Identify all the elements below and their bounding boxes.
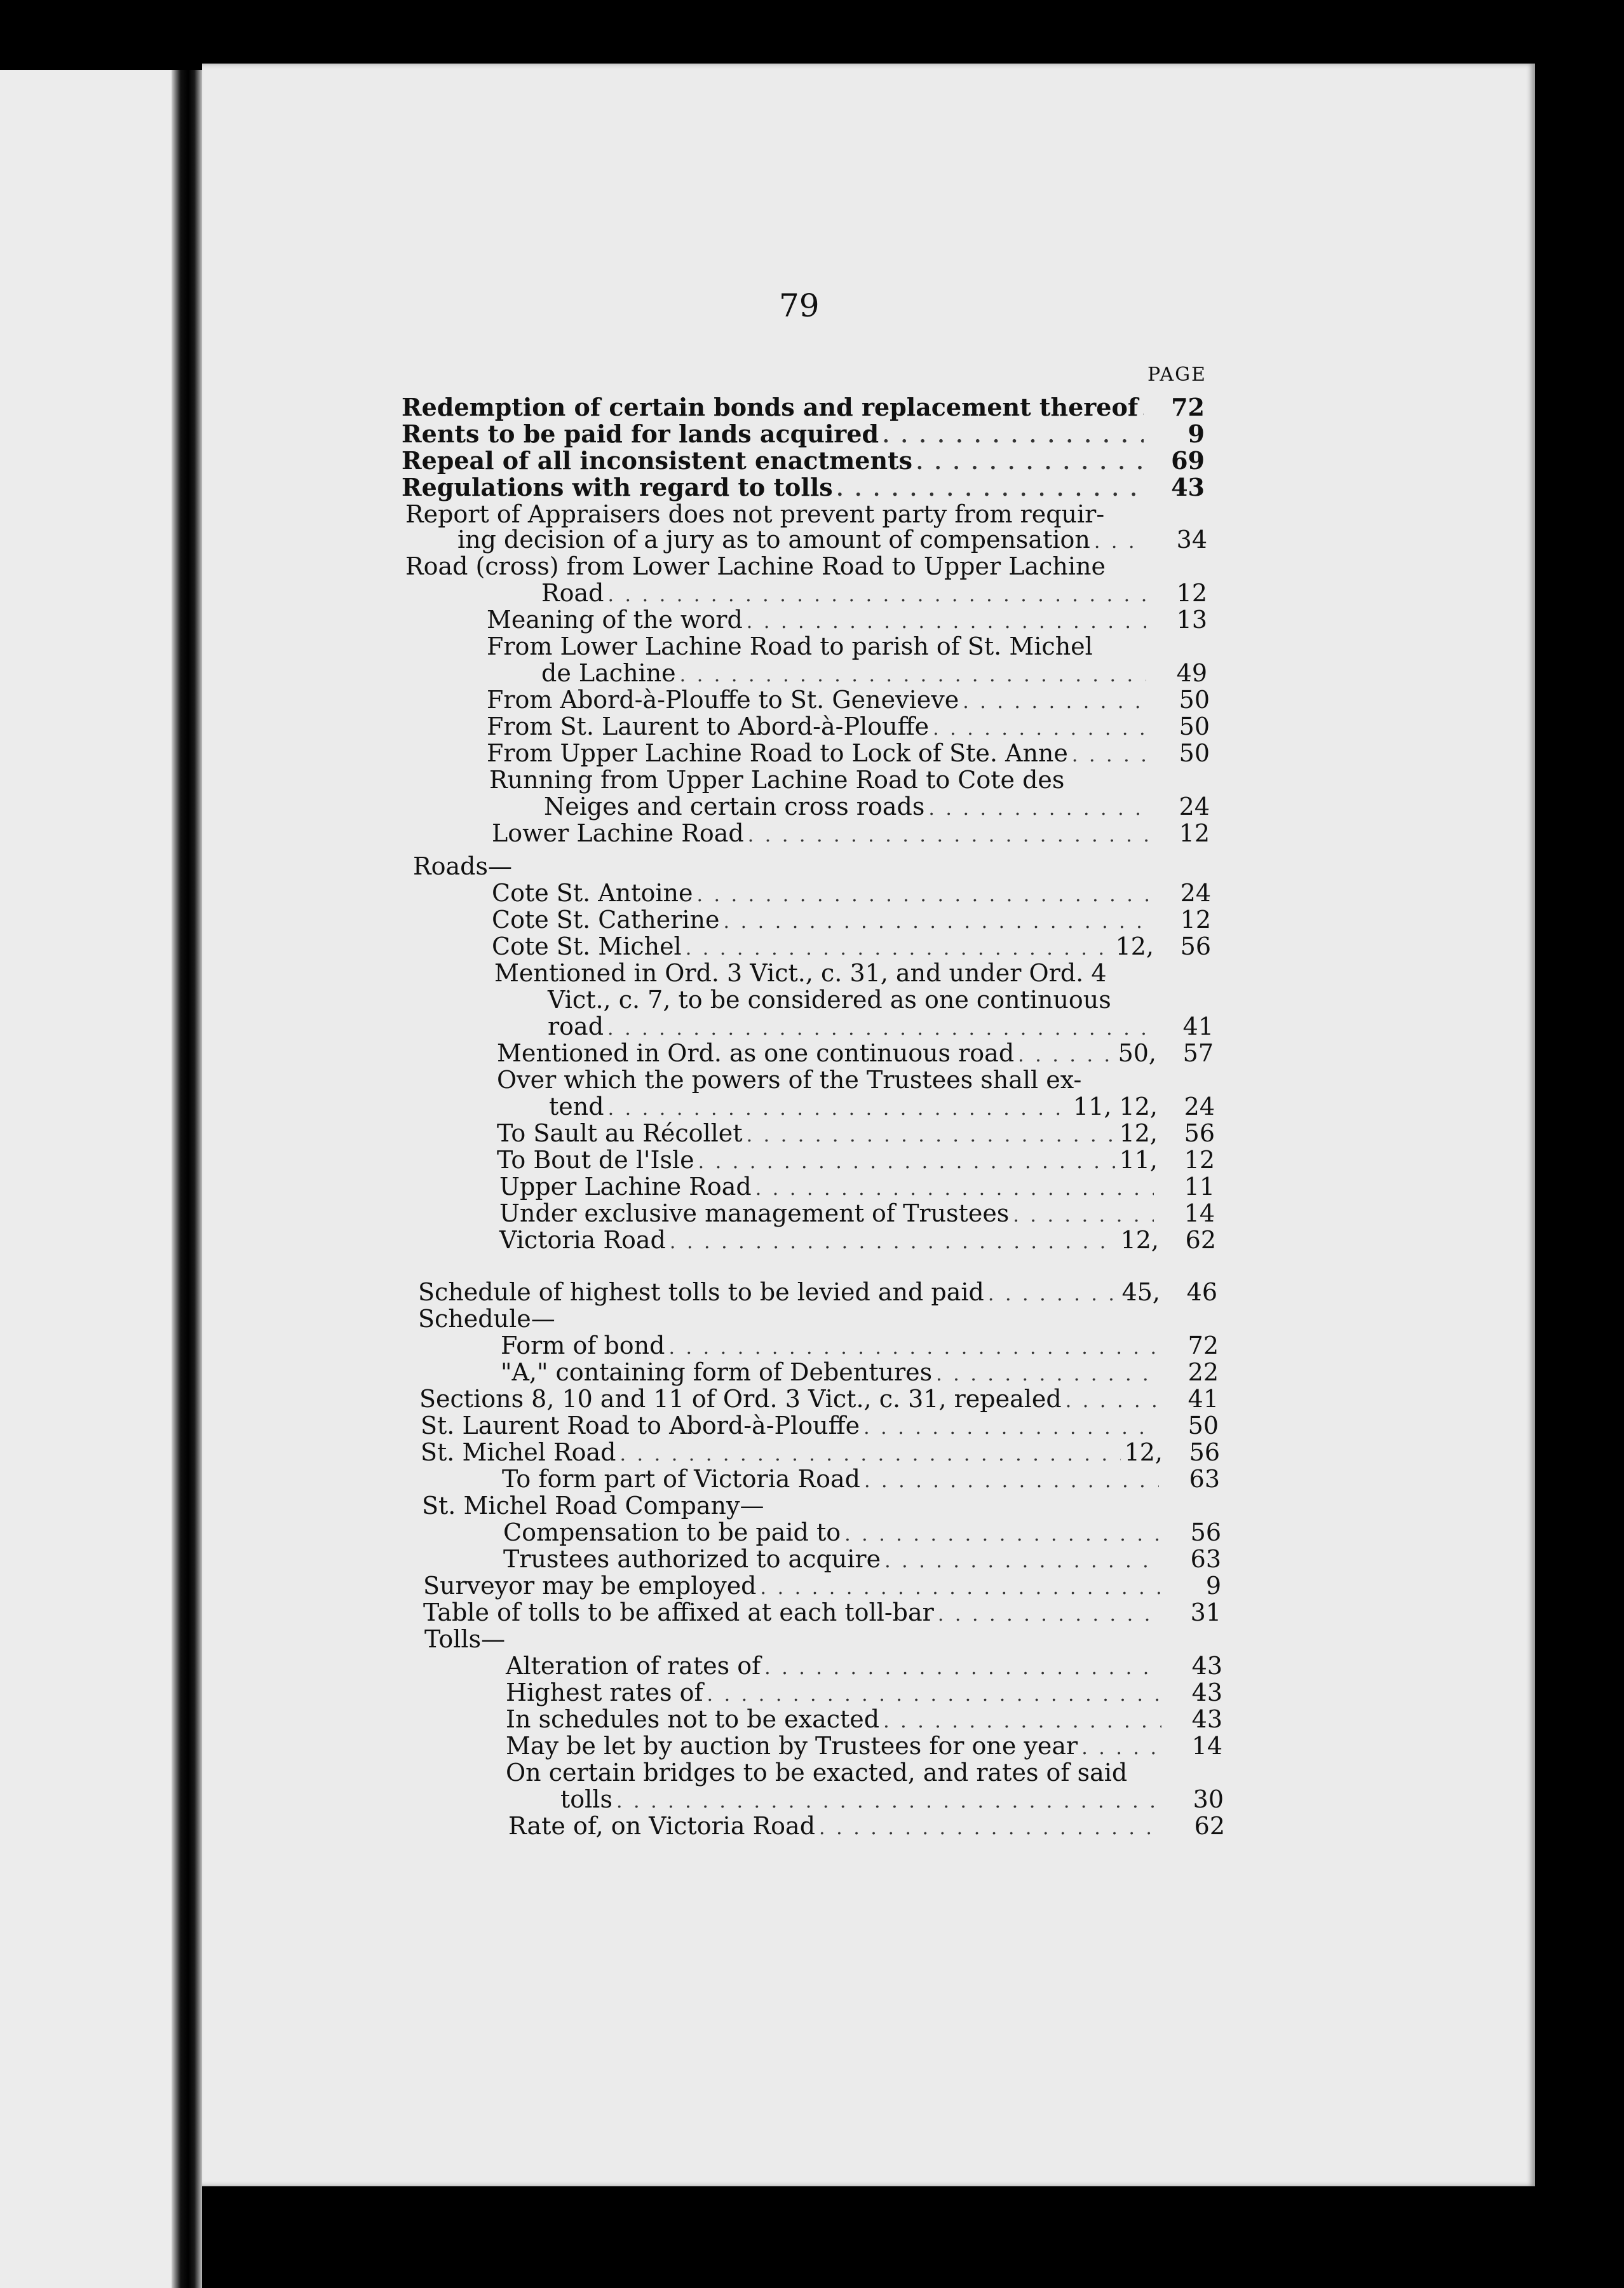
index-entry — [492, 933, 1211, 962]
entry-page-number: 56 — [1184, 1119, 1215, 1147]
entry-page-number: 34 — [1176, 526, 1207, 554]
entry-extra-page-ref: 12, — [1120, 1226, 1159, 1254]
dot-leader — [607, 1016, 1153, 1042]
entry-page-number: 12 — [1179, 819, 1210, 847]
entry-label: "A," containing form of Debentures — [501, 1358, 933, 1386]
entry-page-number: 62 — [1194, 1812, 1225, 1840]
dot-leader — [707, 1682, 1161, 1708]
dot-leader — [1013, 1202, 1154, 1229]
dot-leader — [747, 609, 1146, 636]
index-entry — [497, 1147, 1215, 1176]
dot-leader — [696, 882, 1150, 909]
dot-leader — [616, 1788, 1163, 1815]
entry-label: Road (cross) from Lower Lachine Road to Upper Lachine — [405, 552, 1106, 580]
entry-label: From St. Laurent to Abord-à-Plouffe — [487, 712, 930, 740]
index-entry — [499, 1200, 1215, 1229]
dot-leader — [844, 1522, 1160, 1548]
entry-label: Redemption of certain bonds and replacement thereof — [402, 393, 1139, 421]
index-entry — [541, 580, 1207, 609]
index-entry — [499, 1227, 1216, 1256]
entry-page-number: 12 — [1184, 1146, 1215, 1174]
entry-extra-page-ref: 11, — [1119, 1146, 1158, 1174]
entry-label: Trustees authorized to acquire — [503, 1545, 881, 1573]
entry-page-number: 72 — [1188, 1331, 1219, 1359]
entry-page-number: 41 — [1182, 1012, 1214, 1040]
dot-leader — [1018, 1042, 1114, 1069]
entry-label: Meaning of the word — [487, 606, 743, 634]
entry-extra-page-ref: 45, — [1121, 1278, 1160, 1306]
dot-leader — [928, 796, 1149, 822]
entry-label: Report of Appraisers does not prevent party from requir- — [405, 500, 1105, 528]
entry-page-number: 24 — [1180, 879, 1211, 907]
index-entry — [413, 853, 1210, 880]
index-entry — [503, 1519, 1221, 1548]
entry-label: Cote St. Catherine — [492, 906, 720, 934]
entry-label: In schedules not to be exacted — [506, 1705, 880, 1733]
entry-page-number: 41 — [1188, 1385, 1219, 1413]
index-entry — [457, 526, 1207, 555]
entry-label: Alteration of rates of — [506, 1652, 761, 1680]
index-entry — [502, 1466, 1220, 1495]
entry-page-number: 43 — [1171, 473, 1205, 501]
entry-label: Form of bond — [501, 1331, 665, 1359]
entry-page-number: 69 — [1171, 446, 1205, 475]
index-entry — [548, 1013, 1214, 1042]
dot-leader — [988, 1281, 1118, 1308]
entry-page-number: 50 — [1179, 739, 1210, 767]
dot-leader — [1142, 397, 1144, 423]
entry-page-number: 72 — [1171, 393, 1205, 421]
entry-label: Victoria Road — [499, 1226, 666, 1254]
entry-page-number: 56 — [1180, 932, 1211, 960]
index-entry — [424, 1626, 1221, 1652]
dot-leader — [1094, 529, 1146, 555]
entry-label: Neiges and certain cross roads — [544, 793, 925, 821]
entry-page-number: 50 — [1179, 686, 1210, 714]
index-entry — [544, 793, 1210, 822]
index-entry — [492, 906, 1211, 936]
entry-label: Sections 8, 10 and 11 of Ord. 3 Vict., c. 31, repealed — [419, 1385, 1062, 1413]
entry-label: Lower Lachine Road — [492, 819, 744, 847]
entry-label: St. Michel Road Company— — [422, 1492, 764, 1520]
entry-label: May be let by auction by Trustees for one year — [506, 1732, 1078, 1760]
entry-label: Table of tolls to be affixed at each toll-bar — [423, 1598, 934, 1626]
entry-label: de Lachine — [541, 659, 676, 687]
index-entry — [418, 1305, 1217, 1332]
dot-leader — [1072, 742, 1149, 769]
entry-label: Surveyor may be employed — [423, 1572, 757, 1600]
index-entry — [549, 1093, 1215, 1122]
entry-label: road — [548, 1012, 604, 1040]
entry-label: tolls — [560, 1785, 612, 1813]
entry-label: Rents to be paid for lands acquired — [402, 419, 879, 448]
entry-page-number: 56 — [1189, 1438, 1220, 1466]
dot-leader — [916, 450, 1144, 477]
entry-page-number: 24 — [1179, 793, 1210, 821]
entry-label: Under exclusive management of Trustees — [499, 1199, 1010, 1227]
entry-page-number: 30 — [1193, 1785, 1224, 1813]
index-entry — [423, 1572, 1221, 1602]
entry-label: ing decision of a jury as to amount of compensation — [457, 526, 1090, 554]
entry-label: To Bout de l'Isle — [497, 1146, 694, 1174]
index-entry — [492, 820, 1210, 849]
index-entry — [402, 474, 1205, 503]
entry-label: tend — [549, 1093, 604, 1120]
dot-leader — [883, 1708, 1161, 1735]
index-entry — [405, 501, 1207, 528]
dot-leader — [761, 1575, 1160, 1602]
index-entry — [541, 660, 1207, 689]
entry-label: Repeal of all inconsistent enactments — [402, 446, 913, 475]
dot-leader — [607, 582, 1146, 609]
index-entry — [497, 1040, 1214, 1069]
dot-leader — [837, 477, 1144, 503]
index-entry — [489, 766, 1210, 793]
entry-page-number: 14 — [1191, 1732, 1222, 1760]
entry-label: Tolls— — [424, 1625, 506, 1653]
index-entry — [508, 1813, 1225, 1842]
index-entry — [506, 1679, 1222, 1708]
page-column-header: PAGE — [1147, 364, 1207, 386]
entry-label: Cote St. Michel — [492, 932, 682, 960]
entry-page-number: 50 — [1188, 1412, 1219, 1440]
index-entry — [492, 880, 1211, 909]
index-entry — [423, 1599, 1221, 1628]
dot-leader — [764, 1655, 1161, 1682]
index-entry — [499, 1173, 1215, 1202]
entry-label: St. Laurent Road to Abord-à-Plouffe — [421, 1412, 860, 1440]
entry-label: Regulations with regard to tolls — [402, 473, 833, 501]
entry-extra-page-ref: 12, — [1124, 1438, 1163, 1466]
entry-page-number: 11 — [1184, 1173, 1215, 1201]
entry-page-number: 24 — [1184, 1093, 1215, 1120]
index-entry — [497, 1066, 1215, 1093]
dot-leader — [698, 1149, 1116, 1176]
entry-label: St. Michel Road — [421, 1438, 616, 1466]
index-entry — [560, 1786, 1224, 1815]
entry-page-number: 43 — [1191, 1705, 1222, 1733]
entry-label: From Abord-à-Plouffe to St. Genevieve — [487, 686, 959, 714]
entry-label: Road — [541, 579, 604, 607]
entry-label: From Lower Lachine Road to parish of St. Michel — [487, 632, 1093, 660]
entry-page-number: 43 — [1191, 1679, 1222, 1706]
entry-label: On certain bridges to be exacted, and rates of said — [506, 1759, 1128, 1787]
entry-page-number: 12 — [1176, 579, 1207, 607]
dot-leader — [680, 662, 1146, 689]
entry-page-number: 56 — [1190, 1518, 1221, 1546]
entry-label: Mentioned in Ord. as one continuous road — [497, 1039, 1015, 1067]
entry-page-number: 62 — [1185, 1226, 1216, 1254]
entry-page-number: 63 — [1189, 1465, 1220, 1493]
entry-page-number: 43 — [1191, 1652, 1222, 1680]
index-entry — [506, 1759, 1224, 1786]
dot-leader — [938, 1602, 1160, 1628]
entry-label: Roads— — [413, 852, 512, 880]
index-entry — [487, 633, 1207, 660]
entry-label: Schedule— — [418, 1305, 555, 1333]
entry-page-number: 31 — [1190, 1598, 1221, 1626]
dot-leader — [747, 1122, 1116, 1149]
dot-leader — [933, 716, 1149, 742]
entry-extra-page-ref: 12, — [1115, 932, 1154, 960]
dot-leader — [724, 909, 1151, 936]
index-entry — [503, 1546, 1221, 1575]
index-entry — [506, 1733, 1222, 1762]
dot-leader — [1081, 1735, 1161, 1762]
dot-leader — [755, 1176, 1154, 1202]
dot-leader — [748, 822, 1149, 849]
entry-extra-page-ref: 50, — [1118, 1039, 1156, 1067]
dot-leader — [883, 423, 1144, 450]
index-entry — [506, 1652, 1222, 1682]
index-entry — [487, 686, 1210, 716]
entry-label: To form part of Victoria Road — [502, 1465, 860, 1493]
index-entry — [405, 553, 1207, 580]
index-entry — [421, 1412, 1219, 1441]
index-entry — [506, 1706, 1222, 1735]
entry-label: Rate of, on Victoria Road — [508, 1812, 816, 1840]
entry-page-number: 9 — [1205, 1572, 1221, 1600]
index-entry — [422, 1492, 1220, 1519]
index-entry — [501, 1359, 1219, 1388]
index-entry — [487, 713, 1210, 742]
entry-page-number: 46 — [1186, 1278, 1217, 1306]
entry-label: Cote St. Antoine — [492, 879, 693, 907]
index-entry — [418, 1279, 1217, 1308]
entry-extra-page-ref: 12, — [1119, 1119, 1158, 1147]
entry-label: Running from Upper Lachine Road to Cote des — [489, 766, 1065, 794]
entry-label: From Upper Lachine Road to Lock of Ste. Anne — [487, 739, 1068, 767]
entry-label: Compensation to be paid to — [503, 1518, 841, 1546]
entry-label: Over which the powers of the Trustees shall ex- — [497, 1066, 1082, 1094]
dot-leader — [936, 1361, 1158, 1388]
entry-page-number: 57 — [1182, 1039, 1214, 1067]
entry-label: Schedule of highest tolls to be levied and paid — [418, 1278, 984, 1306]
dot-leader — [668, 1335, 1158, 1361]
dot-leader — [819, 1815, 1164, 1842]
entry-page-number: 13 — [1176, 606, 1207, 634]
index-entry — [497, 1120, 1215, 1149]
entry-label: Mentioned in Ord. 3 Vict., c. 31, and under Ord. 4 — [494, 959, 1107, 987]
index-entry — [421, 1439, 1220, 1468]
dot-leader — [863, 1415, 1158, 1441]
dot-leader — [686, 936, 1112, 962]
entry-page-number: 22 — [1188, 1358, 1219, 1386]
index-entry — [494, 960, 1212, 986]
page-number: 79 — [779, 287, 820, 324]
dot-leader — [608, 1096, 1069, 1122]
index-entry — [501, 1332, 1219, 1361]
entry-page-number: 50 — [1179, 712, 1210, 740]
index-entry — [487, 740, 1210, 769]
dot-leader — [619, 1441, 1120, 1468]
dot-leader — [963, 689, 1149, 716]
entry-label: Highest rates of — [506, 1679, 703, 1706]
entry-page-number: 63 — [1190, 1545, 1221, 1573]
entry-page-number: 49 — [1176, 659, 1207, 687]
dot-leader — [884, 1548, 1160, 1575]
entry-extra-page-ref: 11, 12, — [1073, 1093, 1158, 1120]
entry-page-number: 12 — [1180, 906, 1211, 934]
index-entry — [487, 606, 1207, 636]
dot-leader — [1066, 1388, 1158, 1415]
dot-leader — [864, 1468, 1159, 1495]
entry-label: To Sault au Récollet — [497, 1119, 743, 1147]
dot-leader — [670, 1229, 1117, 1256]
entry-label: Vict., c. 7, to be considered as one continuous — [548, 986, 1111, 1014]
index-entry — [548, 986, 1212, 1013]
entry-page-number: 9 — [1188, 419, 1205, 448]
entry-label: Upper Lachine Road — [499, 1173, 752, 1201]
entry-page-number: 14 — [1184, 1199, 1215, 1227]
index-entry — [419, 1386, 1219, 1415]
